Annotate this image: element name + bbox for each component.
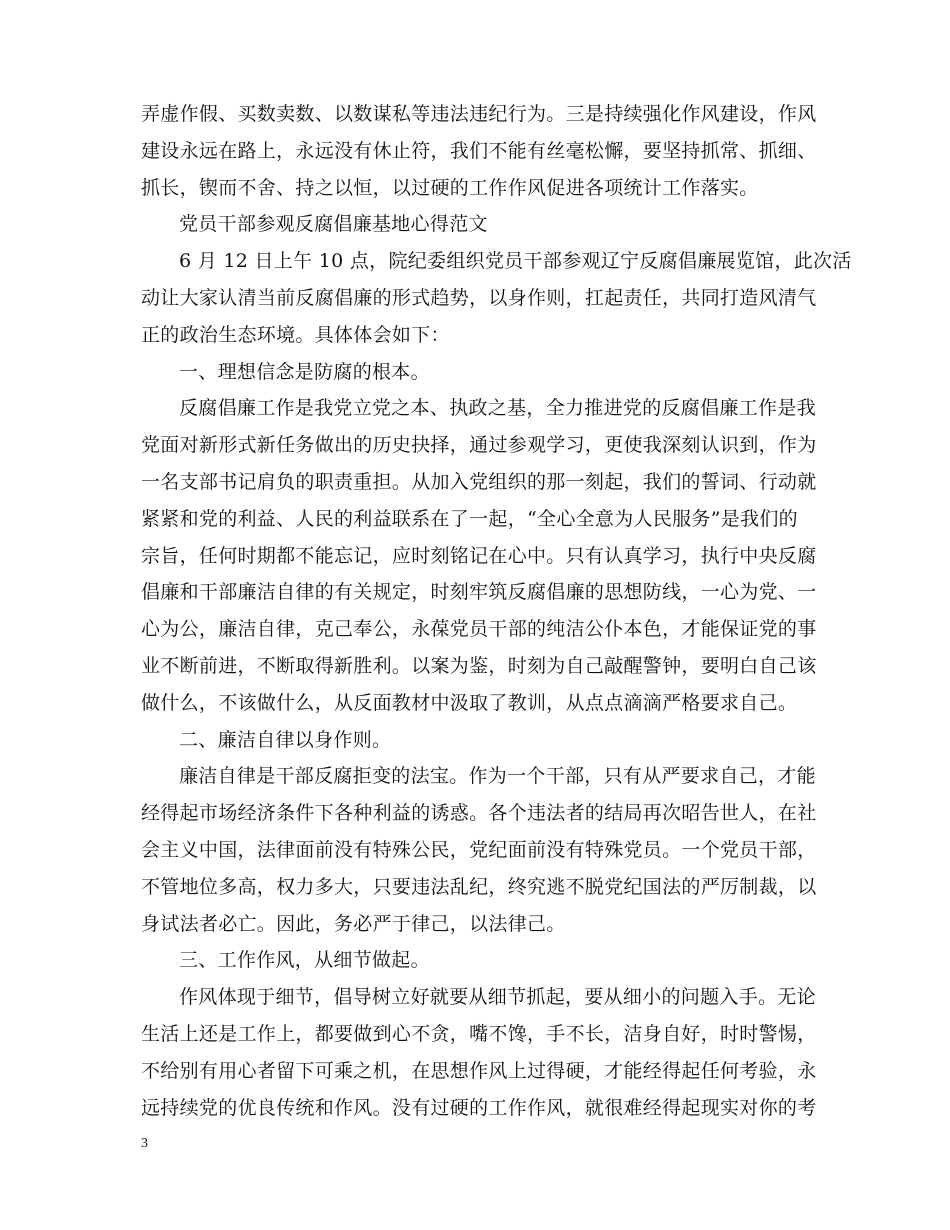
text-line: 业不断前进，不断取得新胜利。以案为鉴，时刻为自己敲醒警钟，要明白自己该 <box>141 654 817 677</box>
text-line: 三、工作作风，从细节做起。 <box>179 949 430 972</box>
text-line: 经得起市场经济条件下各种利益的诱惑。各个违法者的结局再次昭告世人，在社 <box>141 802 817 825</box>
text-line: 会主义中国，法律面前没有特殊公民，党纪面前没有特殊党员。一个党员干部， <box>141 838 817 861</box>
text-line: 党面对新形式新任务做出的历史抉择，通过参观学习，更使我深刻认识到，作为 <box>141 434 817 457</box>
text-line: 弄虚作假、买数卖数、以数谋私等违法违纪行为。三是持续强化作风建设，作风 <box>141 103 817 125</box>
text-line: 不管地位多高，权力多大，只要违法乱纪，终究逃不脱党纪国法的严厉制裁，以 <box>141 875 817 898</box>
text-line: 身试法者必亡。因此，务必严于律己，以法律己。 <box>141 912 566 935</box>
text-line: 紧紧和党的利益、人民的利益联系在了一起，“全心全意为人民服务”是我们的 <box>141 507 798 530</box>
page-number: 3 <box>141 1136 148 1151</box>
text-line: 生活上还是工作上，都要做到心不贪，嘴不馋，手不长，洁身自好，时时警惕， <box>141 1022 817 1045</box>
text-line: 宗旨，任何时期都不能忘记，应时刻铭记在心中。只有认真学习，执行中央反腐 <box>141 544 817 567</box>
text-line: 动让大家认清当前反腐倡廉的形式趋势，以身作则，扛起责任，共同打造风清气 <box>141 286 817 309</box>
text-line: 作风体现于细节，倡导树立好就要从细节抓起，要从细小的问题入手。无论 <box>179 986 816 1009</box>
document-body <box>141 96 852 1126</box>
text-line: 正的政治生态环境。具体体会如下： <box>141 323 450 346</box>
text-line: 心为公，廉洁自律，克己奉公，永葆党员干部的纯洁公仆本色，才能保证党的事 <box>141 618 817 641</box>
text-line: 不给别有用心者留下可乘之机，在思想作风上过得硬，才能经得起任何考验，永 <box>141 1059 817 1082</box>
text-line: 党员干部参观反腐倡廉基地心得范文 <box>179 213 488 236</box>
text-line: 一名支部书记肩负的职责重担。从加入党组织的那一刻起，我们的誓词、行动就 <box>141 470 817 493</box>
text-line: 二、廉洁自律以身作则。 <box>179 728 392 751</box>
text-line: 远持续党的优良传统和作风。没有过硬的工作作风，就很难经得起现实对你的考 <box>141 1096 817 1119</box>
text-line: 6 月 12 日上午 10 点，院纪委组织党员干部参观辽宁反腐倡廉展览馆，此次活 <box>179 250 852 273</box>
text-line: 建设永远在路上，永远没有休止符，我们不能有丝毫松懈，要坚持抓常、抓细、 <box>141 139 817 162</box>
text-line: 倡廉和干部廉洁自律的有关规定，时刻牢筑反腐倡廉的思想防线，一心为党、一 <box>141 581 817 604</box>
text-line: 一、理想信念是防腐的根本。 <box>179 360 430 383</box>
text-line: 抓长，锲而不舍、持之以恒，以过硬的工作作风促进各项统计工作落实。 <box>141 176 759 199</box>
text-line: 做什么，不该做什么，从反面教材中汲取了教训，从点点滴滴严格要求自己。 <box>141 691 798 714</box>
text-line: 廉洁自律是干部反腐拒变的法宝。作为一个干部，只有从严要求自己，才能 <box>179 765 816 788</box>
text-line: 反腐倡廉工作是我党立党之本、执政之基，全力推进党的反腐倡廉工作是我 <box>179 397 816 420</box>
